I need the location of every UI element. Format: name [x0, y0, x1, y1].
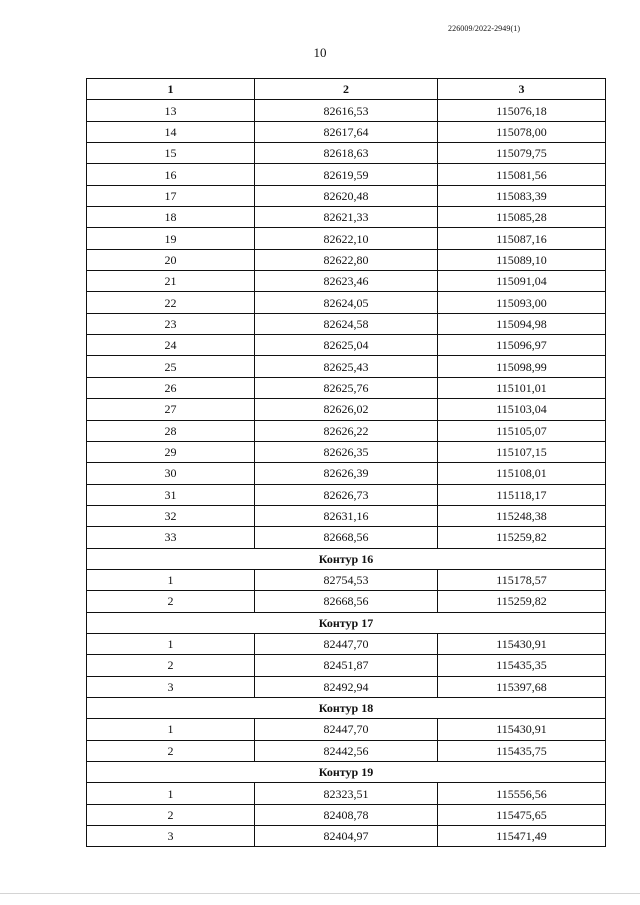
point-number-cell: 2	[87, 655, 255, 676]
section-title: Контур 19	[87, 762, 606, 783]
x-coordinate-cell: 82622,10	[255, 228, 438, 249]
table-row	[87, 143, 606, 164]
table-row	[87, 377, 606, 398]
table-row	[87, 100, 606, 121]
table-row	[87, 441, 606, 462]
table-row	[87, 505, 606, 526]
y-coordinate-cell: 115081,56	[438, 164, 606, 185]
y-coordinate-cell: 115096,97	[438, 335, 606, 356]
y-coordinate-cell: 115259,82	[438, 591, 606, 612]
point-number-cell: 1	[87, 569, 255, 590]
x-coordinate-cell: 82442,56	[255, 740, 438, 761]
point-number-cell: 26	[87, 377, 255, 398]
y-coordinate-cell: 115259,82	[438, 527, 606, 548]
table-row	[87, 121, 606, 142]
x-coordinate-cell: 82323,51	[255, 783, 438, 804]
x-coordinate-cell: 82617,64	[255, 121, 438, 142]
y-coordinate-cell: 115079,75	[438, 143, 606, 164]
point-number-cell: 33	[87, 527, 255, 548]
y-coordinate-cell: 115105,07	[438, 420, 606, 441]
point-number-cell: 3	[87, 826, 255, 847]
x-coordinate-cell: 82668,56	[255, 527, 438, 548]
y-coordinate-cell: 115556,56	[438, 783, 606, 804]
y-coordinate-cell: 115108,01	[438, 463, 606, 484]
section-row	[87, 762, 606, 783]
x-coordinate-cell: 82618,63	[255, 143, 438, 164]
table-row	[87, 591, 606, 612]
table-row	[87, 527, 606, 548]
section-row	[87, 612, 606, 633]
y-coordinate-cell: 115435,35	[438, 655, 606, 676]
x-coordinate-cell: 82616,53	[255, 100, 438, 121]
point-number-cell: 2	[87, 740, 255, 761]
table-row	[87, 676, 606, 697]
point-number-cell: 16	[87, 164, 255, 185]
x-coordinate-cell: 82492,94	[255, 676, 438, 697]
section-row	[87, 697, 606, 718]
section-title: Контур 17	[87, 612, 606, 633]
x-coordinate-cell: 82626,35	[255, 441, 438, 462]
y-coordinate-cell: 115091,04	[438, 271, 606, 292]
y-coordinate-cell: 115430,91	[438, 719, 606, 740]
x-coordinate-cell: 82623,46	[255, 271, 438, 292]
y-coordinate-cell: 115101,01	[438, 377, 606, 398]
y-coordinate-cell: 115118,17	[438, 484, 606, 505]
section-row	[87, 548, 606, 569]
x-coordinate-cell: 82625,43	[255, 356, 438, 377]
y-coordinate-cell: 115178,57	[438, 569, 606, 590]
point-number-cell: 23	[87, 313, 255, 334]
column-header: 1	[87, 79, 255, 100]
x-coordinate-cell: 82625,76	[255, 377, 438, 398]
table-row	[87, 335, 606, 356]
coordinates-table	[86, 78, 606, 847]
document-code: 226009/2022-2949(1)	[448, 24, 521, 33]
y-coordinate-cell: 115475,65	[438, 804, 606, 825]
x-coordinate-cell: 82626,73	[255, 484, 438, 505]
x-coordinate-cell: 82447,70	[255, 719, 438, 740]
y-coordinate-cell: 115078,00	[438, 121, 606, 142]
table-row	[87, 271, 606, 292]
y-coordinate-cell: 115103,04	[438, 399, 606, 420]
x-coordinate-cell: 82451,87	[255, 655, 438, 676]
x-coordinate-cell: 82620,48	[255, 185, 438, 206]
point-number-cell: 21	[87, 271, 255, 292]
table-row	[87, 484, 606, 505]
point-number-cell: 13	[87, 100, 255, 121]
table-body	[87, 100, 606, 847]
x-coordinate-cell: 82408,78	[255, 804, 438, 825]
point-number-cell: 30	[87, 463, 255, 484]
x-coordinate-cell: 82622,80	[255, 249, 438, 270]
table-row	[87, 569, 606, 590]
table-row	[87, 249, 606, 270]
point-number-cell: 22	[87, 292, 255, 313]
table-row	[87, 185, 606, 206]
point-number-cell: 1	[87, 719, 255, 740]
y-coordinate-cell: 115471,49	[438, 826, 606, 847]
point-number-cell: 1	[87, 633, 255, 654]
y-coordinate-cell: 115083,39	[438, 185, 606, 206]
x-coordinate-cell: 82447,70	[255, 633, 438, 654]
point-number-cell: 19	[87, 228, 255, 249]
x-coordinate-cell: 82621,33	[255, 207, 438, 228]
x-coordinate-cell: 82626,22	[255, 420, 438, 441]
table-row	[87, 740, 606, 761]
table-row	[87, 207, 606, 228]
table-row	[87, 633, 606, 654]
table-row	[87, 719, 606, 740]
y-coordinate-cell: 115087,16	[438, 228, 606, 249]
y-coordinate-cell: 115430,91	[438, 633, 606, 654]
table-row	[87, 313, 606, 334]
y-coordinate-cell: 115093,00	[438, 292, 606, 313]
table-row	[87, 804, 606, 825]
x-coordinate-cell: 82631,16	[255, 505, 438, 526]
point-number-cell: 24	[87, 335, 255, 356]
y-coordinate-cell: 115094,98	[438, 313, 606, 334]
point-number-cell: 32	[87, 505, 255, 526]
y-coordinate-cell: 115248,38	[438, 505, 606, 526]
y-coordinate-cell: 115089,10	[438, 249, 606, 270]
x-coordinate-cell: 82624,58	[255, 313, 438, 334]
y-coordinate-cell: 115085,28	[438, 207, 606, 228]
page-bottom-edge	[0, 893, 640, 894]
table-row	[87, 228, 606, 249]
point-number-cell: 25	[87, 356, 255, 377]
x-coordinate-cell: 82619,59	[255, 164, 438, 185]
table-row	[87, 655, 606, 676]
table-row	[87, 420, 606, 441]
table-row	[87, 292, 606, 313]
point-number-cell: 31	[87, 484, 255, 505]
point-number-cell: 15	[87, 143, 255, 164]
table-row	[87, 826, 606, 847]
table-row	[87, 463, 606, 484]
x-coordinate-cell: 82668,56	[255, 591, 438, 612]
point-number-cell: 2	[87, 591, 255, 612]
point-number-cell: 18	[87, 207, 255, 228]
section-title: Контур 18	[87, 697, 606, 718]
point-number-cell: 14	[87, 121, 255, 142]
point-number-cell: 29	[87, 441, 255, 462]
table-row	[87, 399, 606, 420]
y-coordinate-cell: 115076,18	[438, 100, 606, 121]
table-row	[87, 356, 606, 377]
table-row	[87, 783, 606, 804]
point-number-cell: 27	[87, 399, 255, 420]
point-number-cell: 17	[87, 185, 255, 206]
x-coordinate-cell: 82626,02	[255, 399, 438, 420]
point-number-cell: 20	[87, 249, 255, 270]
x-coordinate-cell: 82626,39	[255, 463, 438, 484]
point-number-cell: 3	[87, 676, 255, 697]
point-number-cell: 28	[87, 420, 255, 441]
x-coordinate-cell: 82624,05	[255, 292, 438, 313]
section-title: Контур 16	[87, 548, 606, 569]
x-coordinate-cell: 82625,04	[255, 335, 438, 356]
page-number: 10	[313, 45, 327, 60]
table-row	[87, 164, 606, 185]
y-coordinate-cell: 115397,68	[438, 676, 606, 697]
y-coordinate-cell: 115098,99	[438, 356, 606, 377]
column-header: 2	[255, 79, 438, 100]
y-coordinate-cell: 115107,15	[438, 441, 606, 462]
table-header-row	[87, 79, 606, 100]
x-coordinate-cell: 82754,53	[255, 569, 438, 590]
y-coordinate-cell: 115435,75	[438, 740, 606, 761]
column-header: 3	[438, 79, 606, 100]
x-coordinate-cell: 82404,97	[255, 826, 438, 847]
point-number-cell: 1	[87, 783, 255, 804]
point-number-cell: 2	[87, 804, 255, 825]
